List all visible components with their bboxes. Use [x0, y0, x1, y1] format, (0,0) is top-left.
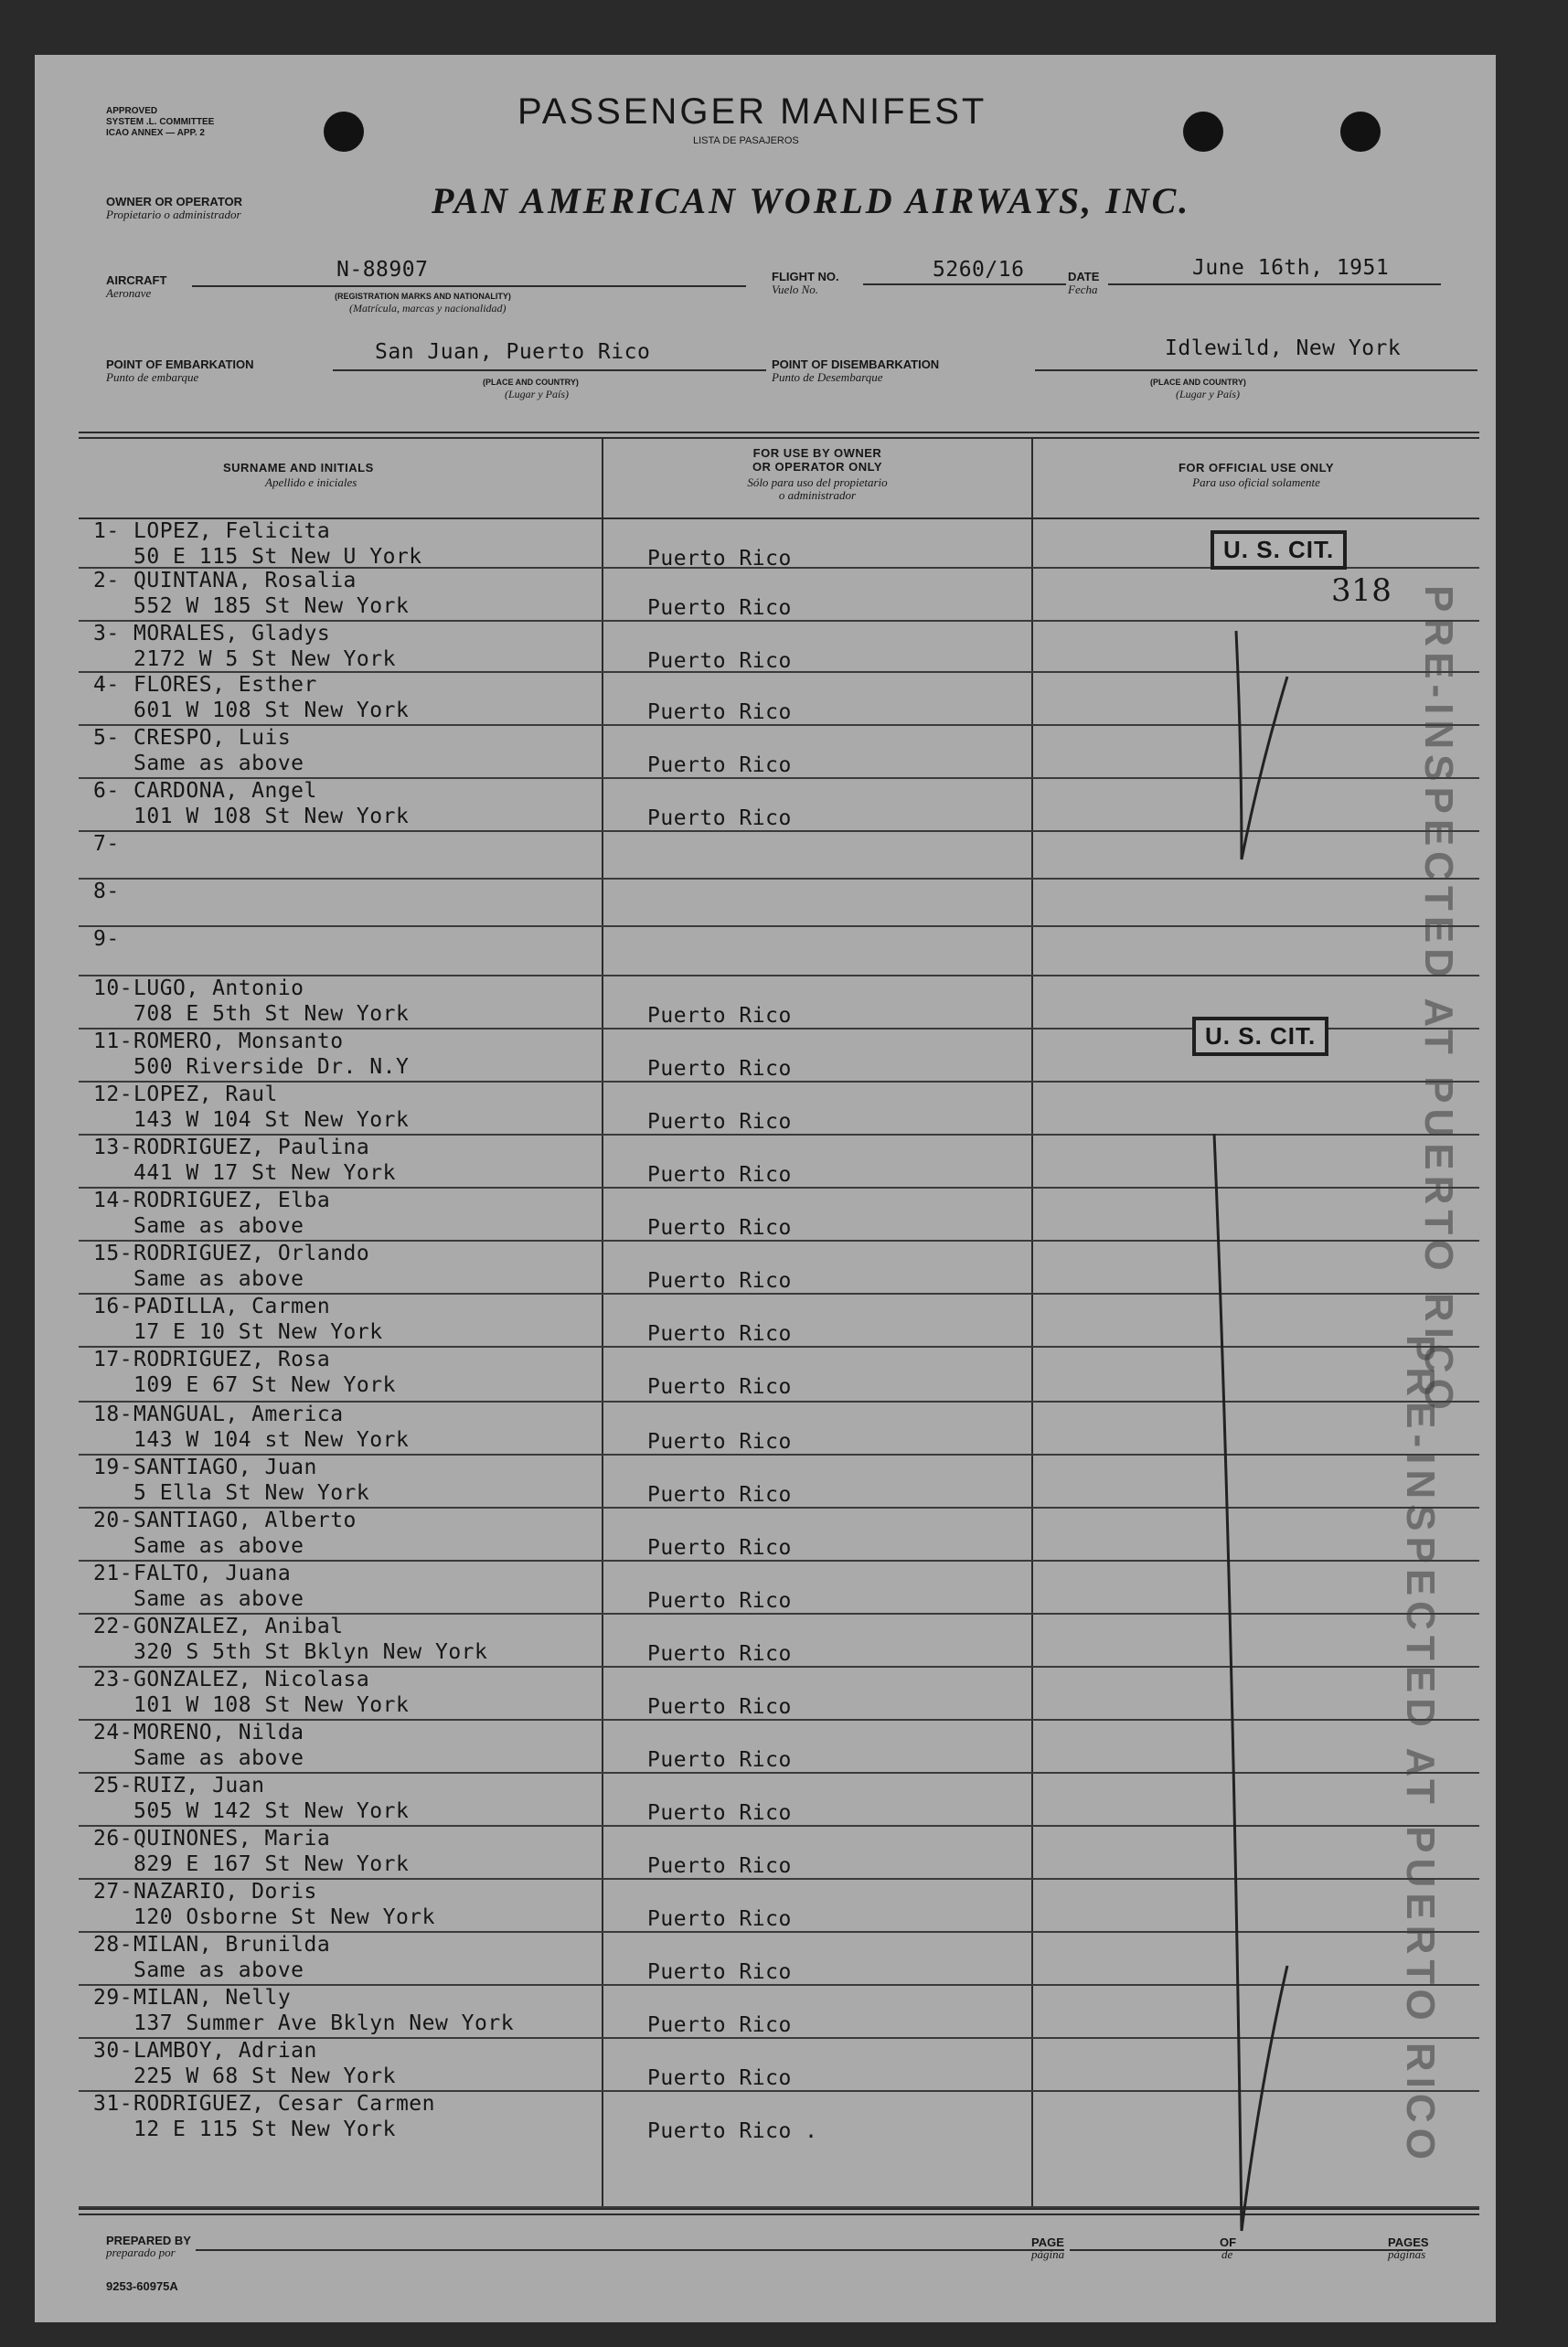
registration-label: (REGISTRATION MARKS AND NATIONALITY)	[335, 292, 511, 301]
passenger-number: 28-	[93, 1933, 133, 1957]
passenger-address: 708 E 5th St New York	[133, 1002, 410, 1026]
passenger-address: 50 E 115 St New U York	[133, 545, 422, 569]
passenger-name: QUINTANA, Rosalia	[133, 569, 357, 592]
passenger-citizenship: Puerto Rico	[647, 1430, 792, 1454]
passenger-address: 505 W 142 St New York	[133, 1799, 410, 1823]
passenger-number: 1-	[93, 519, 120, 543]
passenger-citizenship: Puerto Rico	[647, 806, 792, 830]
flight-value: 5260/16	[933, 258, 1025, 282]
passenger-citizenship: Puerto Rico	[647, 1801, 792, 1825]
passenger-address: Same as above	[133, 752, 304, 775]
disembarkation-label-es: Punto de Desembarque	[772, 370, 883, 384]
column-header-official-es: Para uso oficial solamente	[1192, 475, 1320, 489]
form-number: 9253-60975A	[106, 2279, 178, 2293]
owner-label-es: Propietario o administrador	[106, 208, 241, 221]
passenger-citizenship: Puerto Rico	[647, 1695, 792, 1719]
pre-inspected-stamp: PRE-INSPECTED AT PUERTO RICO	[1416, 585, 1461, 1415]
pages-label-es: páginas	[1388, 2247, 1426, 2261]
passenger-number: 7-	[93, 832, 120, 856]
passenger-citizenship: Puerto Rico	[647, 1057, 792, 1081]
passenger-address: 441 W 17 St New York	[133, 1161, 396, 1185]
passenger-citizenship: Puerto Rico	[647, 1004, 792, 1028]
passenger-address: 17 E 10 St New York	[133, 1320, 383, 1344]
passenger-name: ROMERO, Monsanto	[133, 1029, 344, 1053]
passenger-address: 109 E 67 St New York	[133, 1373, 396, 1397]
passenger-address: 225 W 68 St New York	[133, 2064, 396, 2088]
passenger-name: LOPEZ, Raul	[133, 1083, 278, 1106]
passenger-citizenship: Puerto Rico	[647, 2013, 792, 2037]
passenger-citizenship: Puerto Rico	[647, 1163, 792, 1187]
passenger-number: 15-	[93, 1242, 133, 1265]
passenger-citizenship: Puerto Rico	[647, 753, 792, 777]
embark-place-label-es: (Lugar y País)	[505, 388, 569, 400]
passenger-number: 17-	[93, 1348, 133, 1371]
of-label: OF	[1220, 2235, 1237, 2249]
passenger-number: 10-	[93, 976, 133, 1000]
disembark-place-label: (PLACE AND COUNTRY)	[1150, 378, 1246, 387]
page-title: PASSENGER MANIFEST	[517, 91, 987, 132]
passenger-name: SANTIAGO, Juan	[133, 1456, 317, 1479]
passenger-address: 5 Ella St New York	[133, 1481, 370, 1505]
passenger-name: FALTO, Juana	[133, 1562, 292, 1585]
column-header-surname-es: Apellido e iniciales	[265, 475, 357, 489]
owner-use-es-line: Sólo para uso del propietario	[747, 475, 888, 489]
passenger-citizenship: Puerto Rico	[647, 1960, 792, 1984]
passenger-name: PADILLA, Carmen	[133, 1295, 331, 1318]
passenger-number: 3-	[93, 622, 120, 645]
passenger-number: 19-	[93, 1456, 133, 1479]
passenger-name: RUIZ, Juan	[133, 1774, 265, 1798]
embark-place-label: (PLACE AND COUNTRY)	[483, 378, 579, 387]
passenger-number: 13-	[93, 1136, 133, 1159]
column-header-owner-use-es	[603, 476, 1031, 502]
passenger-citizenship: Puerto Rico	[647, 1375, 792, 1399]
passenger-address: 601 W 108 St New York	[133, 699, 410, 722]
passenger-citizenship: Puerto Rico	[647, 1907, 792, 1931]
passenger-number: 2-	[93, 569, 120, 592]
check-stroke-upper	[1236, 631, 1287, 859]
pages-label: PAGES	[1388, 2235, 1429, 2249]
owner-label: OWNER OR OPERATOR	[106, 195, 243, 208]
check-stroke-lower	[1214, 1134, 1287, 2231]
passenger-number: 24-	[93, 1721, 133, 1744]
passenger-number: 14-	[93, 1189, 133, 1212]
passenger-number: 6-	[93, 779, 120, 803]
passenger-number: 8-	[93, 880, 120, 903]
passenger-number: 31-	[93, 2092, 133, 2116]
disembark-place-label-es: (Lugar y País)	[1176, 388, 1240, 400]
passenger-name: CARDONA, Angel	[133, 779, 317, 803]
passenger-name: RODRIGUEZ, Orlando	[133, 1242, 370, 1265]
passenger-name: MORALES, Gladys	[133, 622, 331, 645]
passenger-name: SANTIAGO, Alberto	[133, 1509, 357, 1532]
aircraft-label-es: Aeronave	[106, 286, 152, 300]
passenger-citizenship: Puerto Rico	[647, 547, 792, 571]
passenger-address: 143 W 104 St New York	[133, 1108, 410, 1132]
owner-use-line: OR OPERATOR ONLY	[752, 460, 883, 474]
passenger-citizenship: Puerto Rico	[647, 1322, 792, 1346]
us-citizen-stamp: U. S. CIT.	[1211, 530, 1347, 570]
passenger-citizenship: Puerto Rico	[647, 1216, 792, 1240]
passenger-address: 2172 W 5 St New York	[133, 647, 396, 671]
prepared-by-label-es: preparado por	[106, 2246, 176, 2259]
flight-label: FLIGHT NO.	[772, 270, 839, 283]
passenger-citizenship: Puerto Rico	[647, 649, 792, 673]
passenger-number: 9-	[93, 927, 120, 951]
passenger-citizenship: Puerto Rico	[647, 700, 792, 724]
passenger-address: 829 E 167 St New York	[133, 1852, 410, 1876]
passenger-number: 21-	[93, 1562, 133, 1585]
passenger-address: Same as above	[133, 1587, 304, 1611]
flight-label-es: Vuelo No.	[772, 283, 819, 296]
passenger-number: 26-	[93, 1827, 133, 1851]
passenger-citizenship: Puerto Rico	[647, 2066, 792, 2090]
passenger-citizenship: Puerto Rico	[647, 1589, 792, 1613]
passenger-name: RODRIGUEZ, Cesar Carmen	[133, 2092, 435, 2116]
punch-hole-far-right	[1340, 112, 1381, 152]
owner-use-es-line: o administrador	[778, 488, 857, 502]
passenger-name: GONZALEZ, Nicolasa	[133, 1668, 370, 1691]
passenger-address: Same as above	[133, 1746, 304, 1770]
us-citizen-stamp: U. S. CIT.	[1192, 1017, 1328, 1056]
passenger-name: MORENO, Nilda	[133, 1721, 304, 1744]
approval-line: APPROVED	[106, 106, 158, 116]
page-label: PAGE	[1031, 2235, 1064, 2249]
disembarkation-label: POINT OF DISEMBARKATION	[772, 357, 940, 371]
official-check-marks	[1178, 567, 1360, 2258]
passenger-address: 137 Summer Ave Bklyn New York	[133, 2011, 515, 2035]
passenger-address: 143 W 104 st New York	[133, 1428, 410, 1452]
passenger-address: Same as above	[133, 1214, 304, 1238]
date-value: June 16th, 1951	[1192, 256, 1390, 280]
passenger-address: 101 W 108 St New York	[133, 805, 410, 828]
passenger-number: 29-	[93, 1986, 133, 2010]
passenger-number: 16-	[93, 1295, 133, 1318]
passenger-number: 23-	[93, 1668, 133, 1691]
page-title-es: LISTA DE PASAJEROS	[693, 135, 799, 146]
of-label-es: de	[1221, 2247, 1233, 2261]
passenger-name: NAZARIO, Doris	[133, 1880, 317, 1904]
embarkation-value: San Juan, Puerto Rico	[375, 340, 651, 364]
aircraft-label: AIRCRAFT	[106, 273, 167, 287]
embarkation-label: POINT OF EMBARKATION	[106, 357, 254, 371]
registration-label-es: (Matrícula, marcas y nacionalidad)	[349, 302, 507, 315]
passenger-name: RODRIGUEZ, Paulina	[133, 1136, 370, 1159]
approval-line: ICAO ANNEX — APP. 2	[106, 128, 205, 138]
passenger-name: FLORES, Esther	[133, 673, 317, 697]
date-label-es: Fecha	[1068, 283, 1098, 296]
passenger-number: 4-	[93, 673, 120, 697]
passenger-address: 320 S 5th St Bklyn New York	[133, 1640, 488, 1664]
passenger-address: Same as above	[133, 1958, 304, 1982]
operator-name: PAN AMERICAN WORLD AIRWAYS, INC.	[432, 180, 1191, 221]
passenger-name: MILAN, Nelly	[133, 1986, 292, 2010]
passenger-name: QUINONES, Maria	[133, 1827, 331, 1851]
passenger-number: 20-	[93, 1509, 133, 1532]
passenger-address: 120 Osborne St New York	[133, 1905, 435, 1929]
passenger-number: 25-	[93, 1774, 133, 1798]
passenger-address: 101 W 108 St New York	[133, 1693, 410, 1717]
column-header-official: FOR OFFICIAL USE ONLY	[1178, 461, 1335, 475]
passenger-name: MANGUAL, America	[133, 1403, 344, 1426]
passenger-address: 500 Riverside Dr. N.Y	[133, 1055, 410, 1079]
passenger-name: RODRIGUEZ, Elba	[133, 1189, 331, 1212]
passenger-name: MILAN, Brunilda	[133, 1933, 331, 1957]
passenger-citizenship: Puerto Rico	[647, 1748, 792, 1772]
passenger-citizenship: Puerto Rico	[647, 1536, 792, 1560]
approval-line: SYSTEM .L. COMMITTEE	[106, 117, 215, 127]
date-label: DATE	[1068, 270, 1100, 283]
column-header-owner-use	[603, 446, 1031, 474]
passenger-address: 12 E 115 St New York	[133, 2118, 396, 2141]
passenger-address: Same as above	[133, 1267, 304, 1291]
owner-use-line: FOR USE BY OWNER	[752, 446, 882, 460]
passenger-number: 27-	[93, 1880, 133, 1904]
page-label-es: página	[1031, 2247, 1065, 2261]
passenger-name: GONZALEZ, Anibal	[133, 1615, 344, 1638]
disembarkation-value: Idlewild, New York	[1165, 336, 1402, 360]
passenger-name: LOPEZ, Felicita	[133, 519, 331, 543]
passenger-citizenship: Puerto Rico	[647, 1854, 792, 1878]
passenger-name: RODRIGUEZ, Rosa	[133, 1348, 331, 1371]
passenger-number: 5-	[93, 726, 120, 750]
passenger-number: 22-	[93, 1615, 133, 1638]
passenger-citizenship: Puerto Rico	[647, 596, 792, 620]
passenger-citizenship: Puerto Rico	[647, 1642, 792, 1666]
column-header-surname: SURNAME AND INITIALS	[223, 461, 374, 475]
passenger-number: 18-	[93, 1403, 133, 1426]
passenger-citizenship: Puerto Rico	[647, 1269, 792, 1293]
official-count: 318	[1331, 572, 1392, 609]
passenger-name: LAMBOY, Adrian	[133, 2039, 317, 2063]
passenger-name: CRESPO, Luis	[133, 726, 292, 750]
passenger-address: 552 W 185 St New York	[133, 594, 410, 618]
approval-note	[106, 106, 214, 139]
aircraft-value: N-88907	[336, 258, 429, 282]
embarkation-label-es: Punto de embarque	[106, 370, 199, 384]
passenger-address: Same as above	[133, 1534, 304, 1558]
pre-inspected-stamp: PRE-INSPECTED AT PUERTO RICO	[1398, 1335, 1443, 2165]
passenger-citizenship: Puerto Rico	[647, 1483, 792, 1507]
punch-hole-left	[324, 112, 364, 152]
passenger-number: 12-	[93, 1083, 133, 1106]
passenger-citizenship: Puerto Rico	[647, 1110, 792, 1134]
passenger-citizenship: Puerto Rico .	[647, 2119, 818, 2143]
prepared-by-label: PREPARED BY	[106, 2234, 191, 2247]
passenger-number: 11-	[93, 1029, 133, 1053]
punch-hole-right	[1183, 112, 1223, 152]
passenger-number: 30-	[93, 2039, 133, 2063]
manifest-sheet	[35, 55, 1496, 2322]
passenger-name: LUGO, Antonio	[133, 976, 304, 1000]
